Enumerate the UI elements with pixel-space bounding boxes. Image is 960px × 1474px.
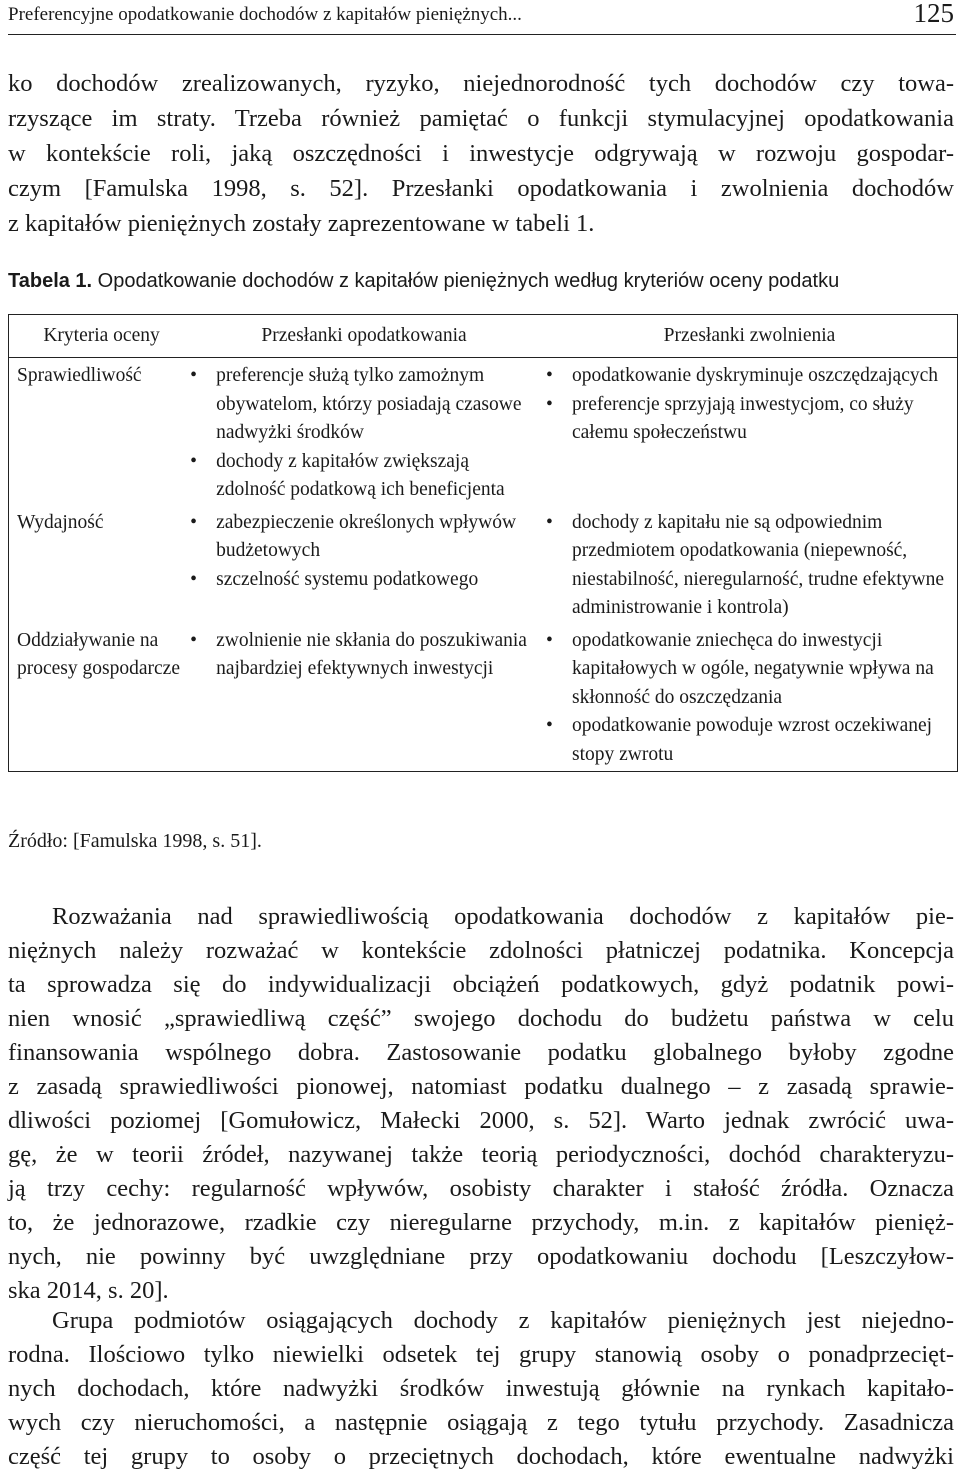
body-line: nych dochodach, które nadwyżki środków inwestują głównie na rynkach kapitało- [8,1375,954,1402]
table-row [9,505,958,623]
table-caption-text: Opodatkowanie dochodów z kapitałów pieniężnych według kryteriów oceny podatku [92,270,840,292]
list-item: • dochody z kapitału nie są odpowiednim przedmiotem opodatkowania (niepewność, niestabilność, nieregularność, trudne efektywne administrowanie i kontrola) [542,509,957,623]
criterion-cell: Wydajność [9,505,187,623]
list-item: • opodatkowanie zniechęca do inwestycji kapitałowych w ogóle, negatywnie wpływa na skłonność do oszczędzania [542,627,957,713]
bullet-icon: • [546,715,553,736]
taxation-cell [186,505,542,623]
exemption-cell [542,623,958,772]
body-line: ją trzy cechy: regularność wpływów, osobisty charakter i stałość źródła. Oznacza [8,1175,954,1202]
table-row [9,623,958,772]
body-line: dliwości poziomej [Gomułowicz, Małecki 2000, s. 52]. Warto jednak zwrócić uwa- [8,1107,954,1134]
running-header [8,0,956,35]
body-line: gę, że w teorii źródeł, nazywanej także teorią periodyczności, dochód charakteryzu- [8,1141,954,1168]
bullet-icon: • [546,393,553,415]
exemption-cell [542,505,958,623]
list-item: • opodatkowanie powoduje wzrost oczekiwanej stopy zwrotu [542,712,957,769]
list-item: • opodatkowanie dyskryminuje oszczędzających [542,362,957,391]
intro-line: ko dochodów zrealizowanych, ryzyko, niejednorodność tych dochodów czy towa- [8,70,954,97]
body-line: nien wnosić „sprawiedliwą część” swojego dochodu do budżetu państwa w celu [8,1005,954,1032]
list-item: • zwolnienie nie skłania do poszukiwania najbardziej efektywnych inwestycji [186,627,542,684]
header-exemption: Przesłanki zwolnienia [542,315,958,358]
table-row [9,358,958,505]
table-caption [8,270,839,293]
body-line: Rozważania nad sprawiedliwością opodatkowania dochodów z kapitałów pie- [52,903,954,930]
header-taxation: Przesłanki opodatkowania [186,315,542,358]
taxation-cell [186,358,542,505]
bullet-icon: • [546,511,553,533]
body-line: to, że jednorazowe, rzadkie czy nieregularne przychody, m.in. z kapitałów pienięż- [8,1209,954,1236]
intro-line: rzyszące im straty. Trzeba również pamiętać o funkcji stymulacyjnej opodatkowania [8,105,954,132]
exemption-cell [542,358,958,505]
body-line: rodna. Ilościowo tylko niewielki odsetek tej grupy stanowią osoby o ponadprzecięt- [8,1341,954,1368]
intro-line: czym [Famulska 1998, s. 52]. Przesłanki opodatkowania i zwolnienia dochodów [8,175,954,202]
page-number: 125 [913,0,954,28]
running-title: Preferencyjne opodatkowanie dochodów z kapitałów pieniężnych... [8,4,522,25]
body-line: część tej grupy to osoby o przeciętnych dochodach, które ewentualne nadwyżki [8,1443,954,1470]
body-line: Grupa podmiotów osiągających dochody z kapitałów pieniężnych jest niejedno- [52,1307,954,1334]
bullet-icon: • [190,365,197,386]
taxation-cell [186,623,542,772]
table-header-row [9,315,958,358]
intro-line: w kontekście roli, jaką oszczędności i inwestycje odgrywają w rozwoju gospodar- [8,140,954,167]
table-source: Źródło: [Famulska 1998, s. 51]. [8,830,262,852]
body-line: wych czy nieruchomości, a następnie osiągają z tego tytułu przychody. Zasadnicza [8,1409,954,1436]
list-item: • zabezpieczenie określonych wpływów budżetowych [186,509,542,566]
body-line: ska 2014, s. 20]. [8,1277,169,1304]
list-item: • preferencje sprzyjają inwestycjom, co służy całemu społeczeństwu [542,391,957,448]
body-line: finansowania wspólnego dobra. Zastosowanie podatku globalnego byłoby zgodne [8,1039,954,1066]
bullet-icon: • [190,511,197,533]
intro-line: z kapitałów pieniężnych zostały zaprezentowane w tabeli 1. [8,210,595,237]
bullet-icon: • [190,568,197,590]
criterion-cell: Sprawiedliwość [9,358,187,505]
body-line: ta sprowadza się do indywidualizacji obciążeń podatkowych, gdyż podatnik powi- [8,971,954,998]
body-line: nych, nie powinny być uwzględniane przy opodatkowaniu dochodu [Leszczyłow- [8,1243,954,1270]
list-item: • szczelność systemu podatkowego [186,566,542,595]
criterion-cell: Oddziaływanie na procesy gospodarcze [9,623,187,772]
bullet-icon: • [546,365,553,386]
list-item: • preferencje służą tylko zamożnym obywatelom, którzy posiadają czasowe nadwyżki środków [186,362,542,448]
header-criteria: Kryteria oceny [9,315,187,358]
bullet-icon: • [190,450,197,472]
table-caption-label: Tabela 1. [8,270,93,292]
list-item: • dochody z kapitałów zwiększają zdolność podatkową ich beneficjenta [186,448,542,505]
bullet-icon: • [190,629,197,651]
criteria-table [8,314,958,772]
body-line: niężnych należy rozważać w kontekście zdolności płatniczej podatnika. Koncepcja [8,937,954,964]
bullet-icon: • [546,629,553,651]
body-line: z zasadą sprawiedliwości pionowej, natomiast podatku dualnego – z zasadą sprawie- [8,1073,954,1100]
